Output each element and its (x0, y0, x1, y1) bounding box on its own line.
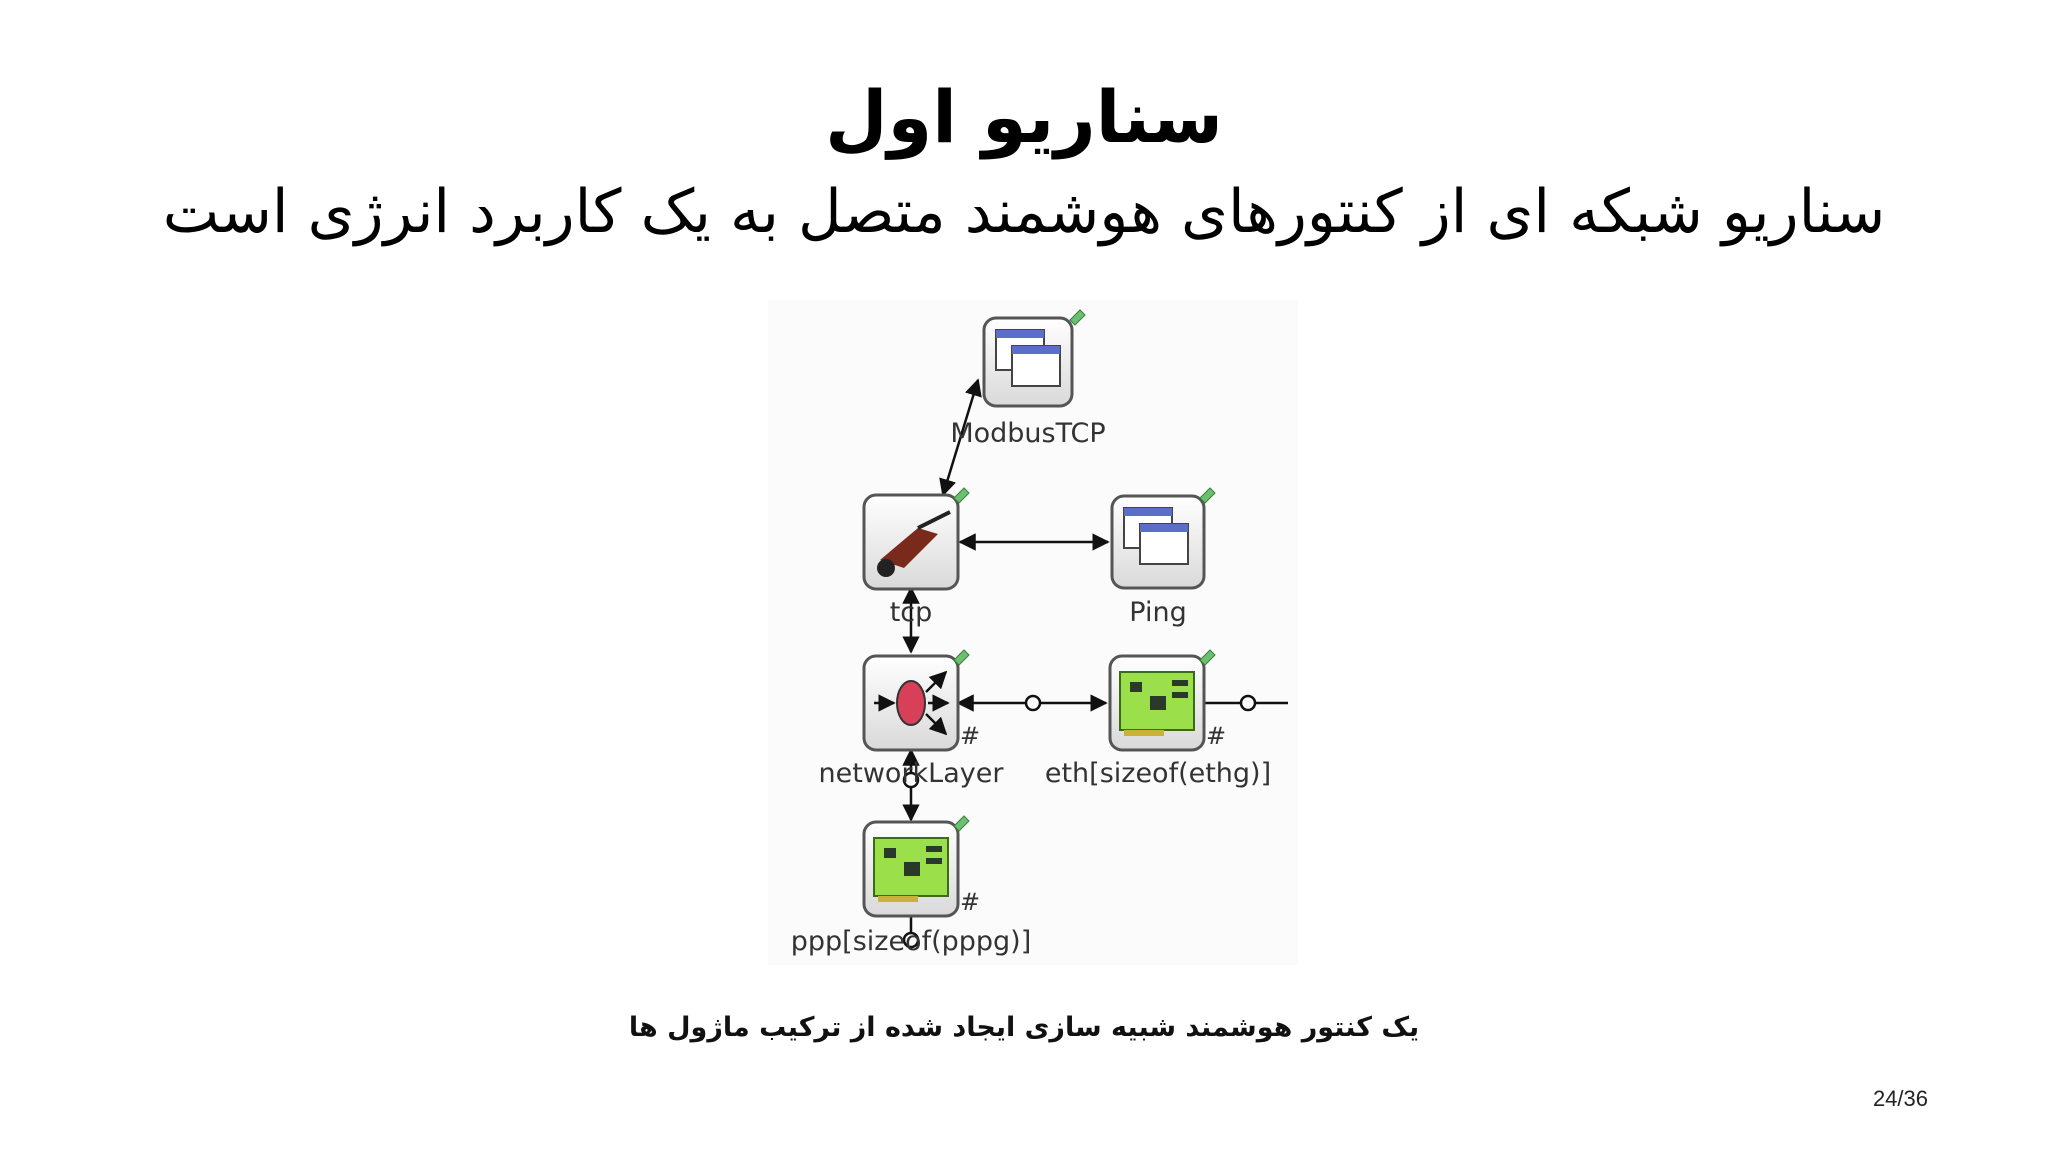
node-label-tcp: tcp (889, 597, 933, 628)
node-label-ppp: ppp[sizeof(pppg)] (790, 926, 1032, 957)
connections (904, 380, 1288, 950)
node-label-eth: eth[sizeof(ethg)] (1044, 758, 1272, 789)
gate-eth-out (1241, 696, 1255, 710)
node-tcp (864, 488, 969, 628)
figure-caption: یک کنتور هوشمند شبیه سازی ایجاد شده از ترکیب ماژول ها (628, 1012, 1420, 1043)
node-eth (1045, 650, 1271, 789)
vector-marker: # (960, 722, 981, 750)
module-diagram-canvas (768, 300, 1298, 965)
node-label-modbustcp: ModbusTCP (950, 418, 1106, 449)
network-card-icon (874, 838, 948, 902)
page-number: 24/36 (1872, 1086, 1928, 1111)
slide-title: سناریو اول (825, 75, 1223, 159)
slide-subtitle: سناریو شبکه ای از کنتورهای هوشمند متصل به یک کاربرد انرژی است (162, 177, 1886, 247)
vector-marker: # (1206, 722, 1227, 750)
node-ping (1112, 488, 1215, 628)
gate-eth-in (1026, 696, 1040, 710)
module-diagram (768, 300, 1298, 965)
network-card-icon (1120, 672, 1194, 736)
node-modbustcp (950, 310, 1105, 449)
node-networklayer (819, 650, 1005, 789)
vector-marker: # (960, 888, 981, 916)
node-label-ping: Ping (1129, 597, 1187, 628)
node-ppp (791, 816, 1031, 957)
node-label-networklayer: networkLayer (818, 758, 1004, 789)
